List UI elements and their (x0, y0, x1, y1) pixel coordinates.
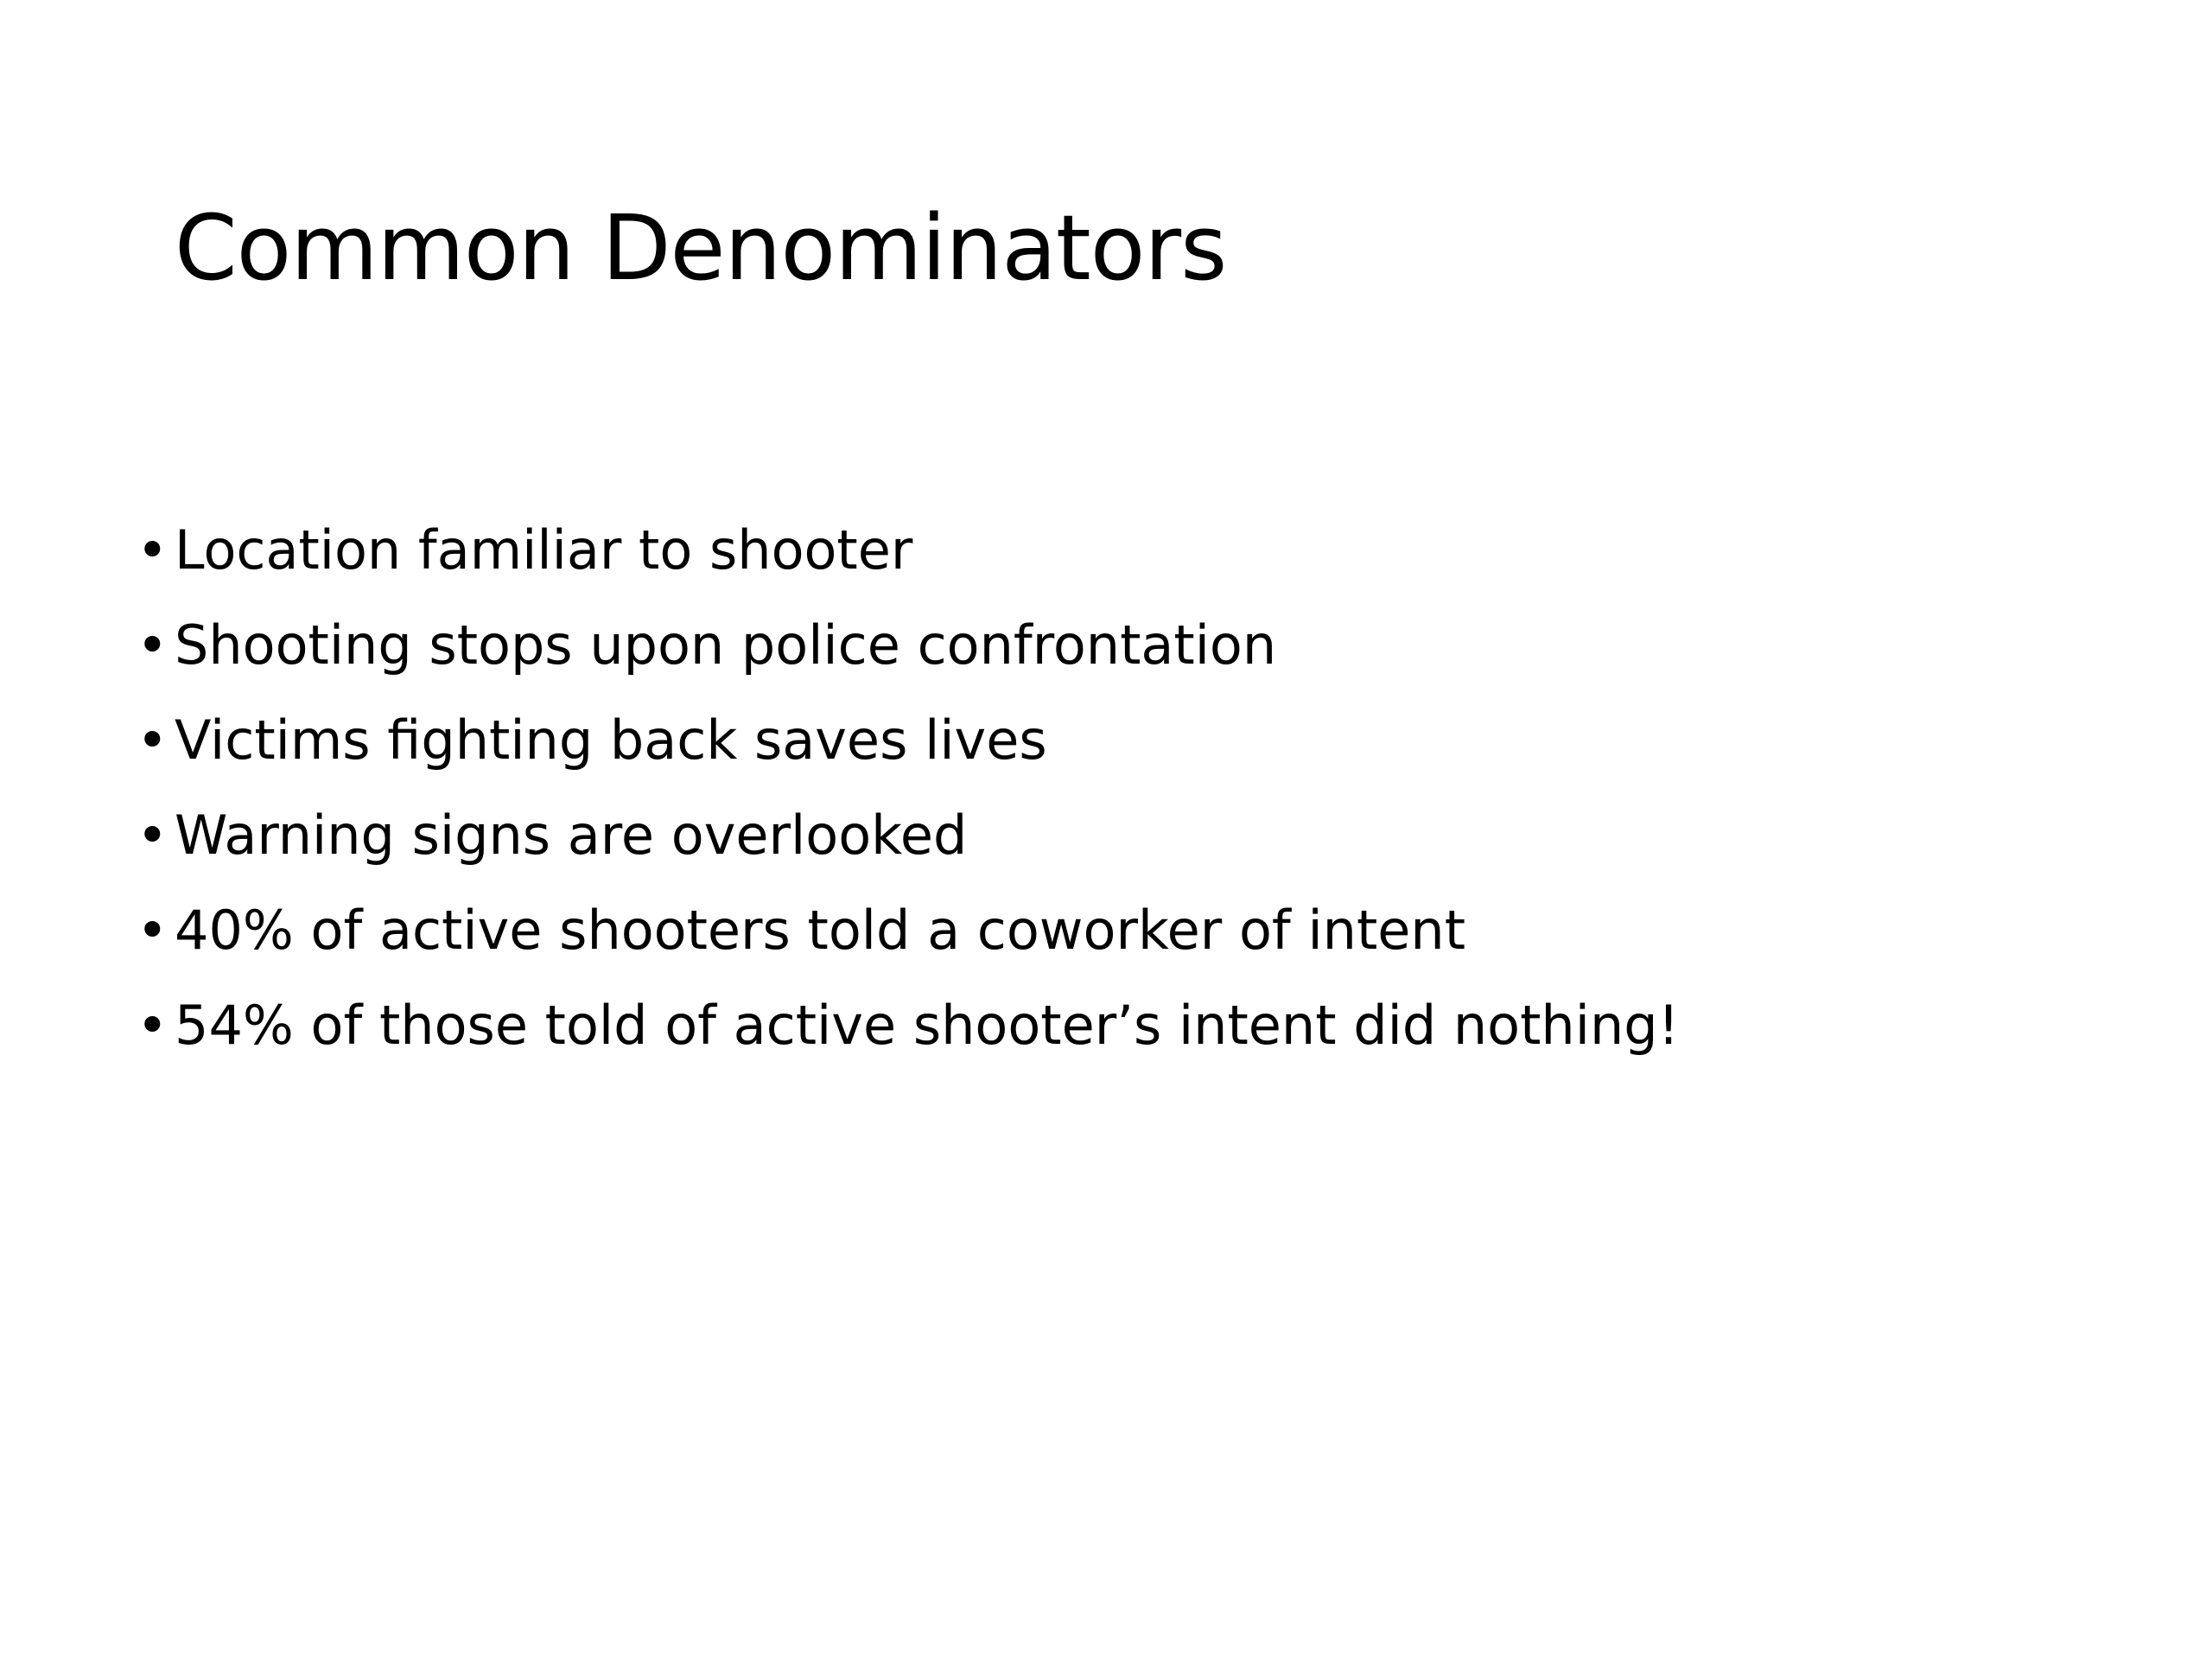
bullet-list (137, 503, 1679, 1073)
bullet-text: Location familiar to shooter (175, 518, 913, 582)
bullet-icon: • (137, 899, 168, 962)
bullet-text: Victims fighting back saves lives (175, 709, 1047, 772)
bullet-text: Warning signs are overlooked (175, 804, 968, 867)
list-item (137, 883, 1679, 978)
bullet-icon: • (137, 518, 168, 582)
bullet-icon: • (137, 709, 168, 772)
bullet-icon: • (137, 613, 168, 677)
bullet-icon: • (137, 994, 168, 1057)
bullet-text: 54% of those told of active shooter’s intent did nothing! (175, 994, 1680, 1057)
list-item (137, 788, 1679, 883)
list-item (137, 978, 1679, 1073)
bullet-text: 40% of active shooters told a coworker of intent (175, 899, 1466, 962)
bullet-text: Shooting stops upon police confrontation (175, 613, 1277, 677)
list-item (137, 503, 1679, 598)
slide-title: Common Denominators (175, 195, 1227, 301)
bullet-icon: • (137, 804, 168, 867)
list-item (137, 693, 1679, 788)
list-item (137, 598, 1679, 693)
